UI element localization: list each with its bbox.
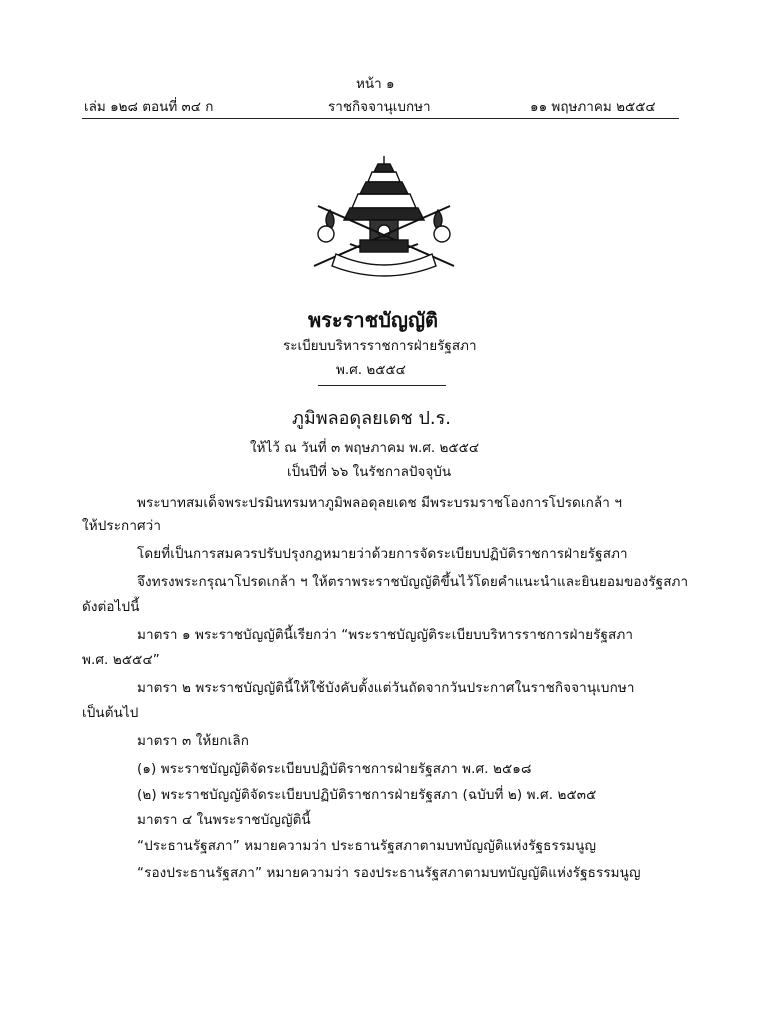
body-line: โดยที่เป็นการสมควรปรับปรุงกฎหมายว่าด้วยการจัดระเบียบปฏิบัติราชการฝ่ายรัฐสภา bbox=[137, 546, 628, 562]
section-2: มาตรา ๒ พระราชบัญญัตินี้ให้ใช้บังคับตั้งแต่วันถัดจากวันประกาศในราชกิจจานุเบกษา bbox=[137, 680, 635, 696]
royal-garuda-emblem-icon bbox=[300, 150, 468, 278]
body-line: ดังต่อไปนี้ bbox=[82, 599, 140, 615]
given-date: ให้ไว้ ณ วันที่ ๓ พฤษภาคม พ.ศ. ๒๕๕๔ bbox=[250, 440, 480, 456]
body-line: เป็นต้นไป bbox=[82, 705, 139, 721]
section-1: มาตรา ๑ พระราชบัญญัตินี้เรียกว่า “พระราชบัญญัติระเบียบบริหารราชการฝ่ายรัฐสภา bbox=[137, 627, 634, 643]
act-subtitle: ระเบียบบริหารราชการฝ่ายรัฐสภา bbox=[283, 338, 477, 354]
header-rule bbox=[82, 118, 679, 119]
body-line: ให้ประกาศว่า bbox=[82, 518, 162, 534]
definition: “รองประธานรัฐสภา” หมายความว่า รองประธานรัฐสภาตามบทบัญญัติแห่งรัฐธรรมนูญ bbox=[137, 865, 641, 881]
page-number: หน้า ๑ bbox=[356, 76, 395, 92]
repeal-item: (๒) พระราชบัญญัติจัดระเบียบปฏิบัติราชการฝ่ายรัฐสภา (ฉบับที่ ๒) พ.ศ. ๒๕๓๕ bbox=[137, 787, 597, 803]
repeal-item: (๑) พระราชบัญญัติจัดระเบียบปฏิบัติราชการฝ่ายรัฐสภา พ.ศ. ๒๕๑๘ bbox=[137, 761, 532, 777]
gazette-name: ราชกิจจานุเบกษา bbox=[328, 99, 431, 115]
body-line: พ.ศ. ๒๕๕๔” bbox=[82, 652, 160, 668]
gazette-date: ๑๑ พฤษภาคม ๒๕๕๔ bbox=[530, 99, 656, 115]
definition: “ประธานรัฐสภา” หมายความว่า ประธานรัฐสภาตามบทบัญญัติแห่งรัฐธรรมนูญ bbox=[137, 838, 597, 854]
reign-year: เป็นปีที่ ๖๖ ในรัชกาลปัจจุบัน bbox=[287, 464, 452, 480]
king-signature: ภูมิพลอดุลยเดช ป.ร. bbox=[292, 408, 452, 429]
section-4: มาตรา ๔ ในพระราชบัญญัตินี้ bbox=[137, 812, 311, 828]
title-rule bbox=[318, 385, 446, 386]
section-3: มาตรา ๓ ให้ยกเลิก bbox=[137, 733, 250, 749]
act-year: พ.ศ. ๒๕๕๔ bbox=[336, 362, 406, 378]
body-line: พระบาทสมเด็จพระปรมินทรมหาภูมิพลอดุลยเดช มีพระบรมราชโองการโปรดเกล้า ฯ bbox=[137, 495, 623, 511]
act-title: พระราชบัญญัติ bbox=[308, 308, 438, 332]
body-line: จึงทรงพระกรุณาโปรดเกล้า ฯ ให้ตราพระราชบัญญัติขึ้นไว้โดยคำแนะนำและยินยอมของรัฐสภา bbox=[137, 574, 689, 590]
gazette-volume: เล่ม ๑๒๘ ตอนที่ ๓๔ ก bbox=[84, 99, 214, 115]
